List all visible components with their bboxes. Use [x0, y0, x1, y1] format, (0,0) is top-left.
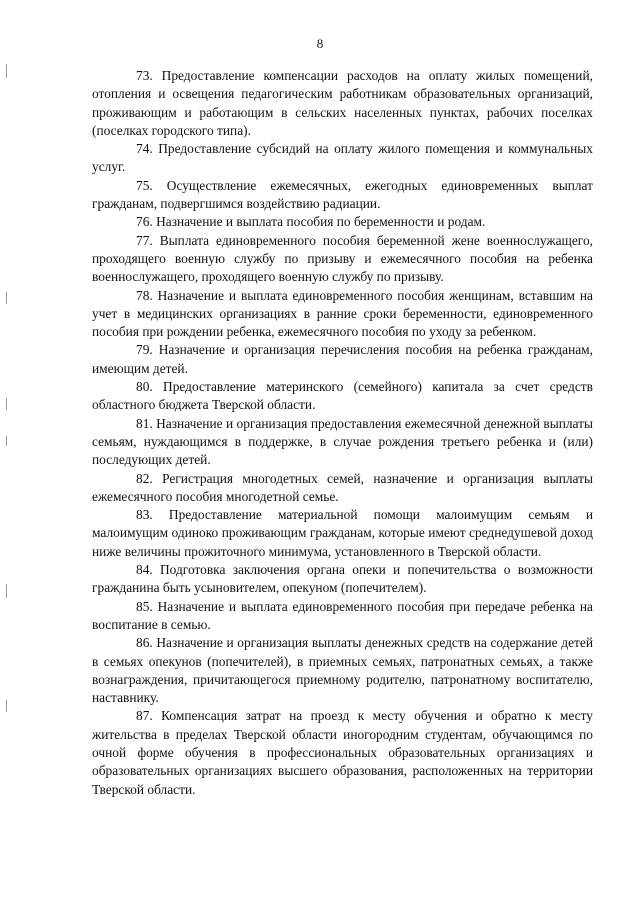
paragraph-84: 84. Подготовка заключения органа опеки и попечительства о возможности гражданина быть усыновителем, опекуном (попечителем).: [92, 562, 593, 596]
paragraph-81: 81. Назначение и организация предоставления ежемесячной денежной выплаты семьям, нуждающимся в поддержке, в случае рождения третьего ребенка и (или) последующих детей.: [92, 415, 593, 468]
paragraph-75: 75. Осуществление ежемесячных, ежегодных единовременных выплат гражданам, подвергшимся воздействию радиации.: [92, 177, 593, 212]
paragraph-78: 78. Назначение и выплата единовременного пособия женщинам, вставшим на учет в медицинских организациях в ранние сроки беременности, единовременного пособия при рождении ребенка, ежемесячного пособия по уходу за ребенком.: [92, 287, 593, 340]
paragraph-85: 85. Назначение и выплата единовременного пособия при передаче ребенка на воспитание в семью.: [92, 598, 593, 632]
paragraph-83: 83. Предоставление материальной помощи малоимущим семьям и малоимущим одиноко проживающим гражданам, которые имеют среднедушевой доход ниже величины прожиточного минимума, установленного в Тверской области.: [92, 507, 593, 559]
paragraph-76: 76. Назначение и выплата пособия по беременности и родам.: [136, 214, 486, 230]
scan-margin-marks: [6, 0, 10, 905]
paragraph-87: 87. Компенсация затрат на проезд к месту обучения и обратно к месту жительства в пределах Тверской области иногородним студентам, обучающимся по очной форме обучения в профессиональных образовательных организациях и образовательных организациях высшего образования, расположенных на территории Тверской области.: [92, 708, 593, 797]
paragraph-79: 79. Назначение и организация перечисления пособия на ребенка гражданам, имеющим детей.: [92, 342, 593, 376]
paragraph-73: 73. Предоставление компенсации расходов на оплату жилых помещений, отопления и освещения педагогическим работникам образовательных организаций, проживающим и работающим в сельских населенных пунктах, рабочих поселках (поселках городского типа).: [92, 68, 593, 138]
paragraph-86: 86. Назначение и организация выплаты денежных средств на содержание детей в семьях опекунов (попечителей), в приемных семьях, патронатных семьях, а также вознаграждения, причитающегося приемному родителю, патронатному воспитателю, наставнику.: [92, 635, 593, 706]
scan-mark: [6, 64, 7, 78]
scan-mark: [6, 436, 7, 446]
paragraph-74: 74. Предоставление субсидий на оплату жилого помещения и коммунальных услуг.: [92, 141, 593, 175]
scan-mark: [6, 700, 7, 712]
paragraph-77: 77. Выплата единовременного пособия беременной жене военнослужащего, проходящего военную службу по призыву и ежемесячного пособия на ребенка военнослужащего, проходящего военную службу по призыву.: [92, 232, 593, 285]
document-body: [92, 67, 593, 799]
paragraph-80: 80. Предоставление материнского (семейного) капитала за счет средств областного бюджета Тверской области.: [92, 379, 593, 413]
scan-mark: [6, 398, 7, 410]
scan-mark: [6, 584, 7, 598]
paragraph-82: 82. Регистрация многодетных семей, назначение и организация выплаты ежемесячного пособия многодетной семье.: [92, 470, 593, 504]
page-number: 8: [316, 36, 324, 51]
scan-mark: [6, 292, 7, 304]
